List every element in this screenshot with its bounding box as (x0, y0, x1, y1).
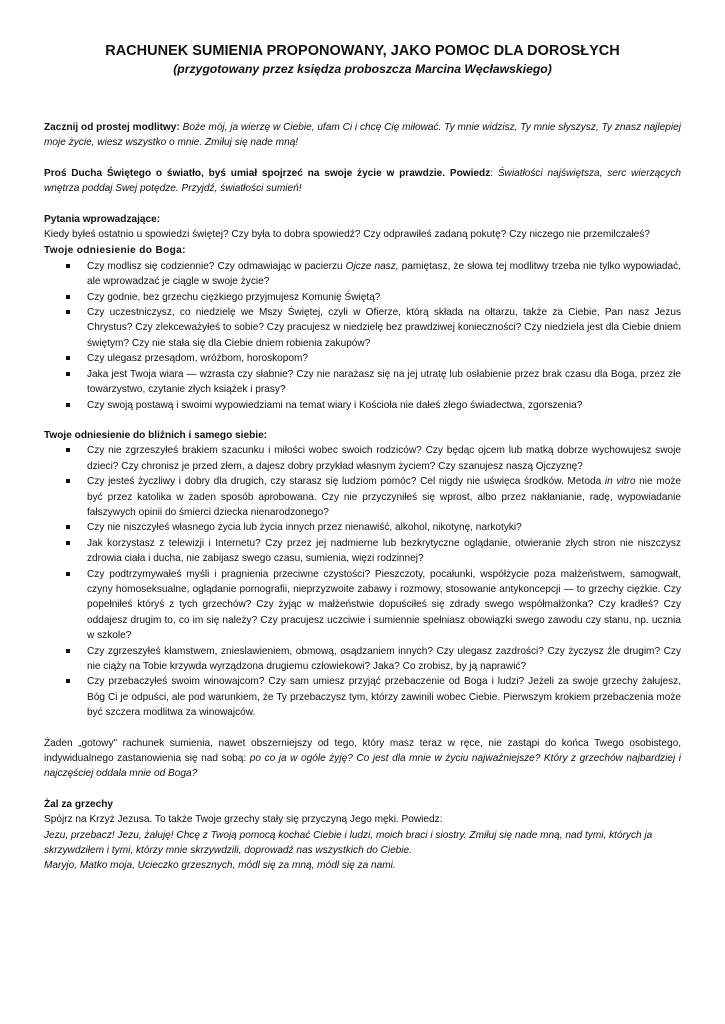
bullet-icon (66, 479, 70, 483)
bullet-icon (66, 403, 70, 407)
list-item: Czy podtrzymywałeś myśli i pragnienia przeciwne czystości? Pieszczoty, pocałunki, współżycie poza małżeństwem, samogwałt, czyny homoseksualne, oglądanie pornografii, nieprzyzwoite zabawy i rozmowy, stosowanie antykoncepcji — to grzechy ciężkie. Czy popełniłeś któryś z tych grzechów? Czy żyjąc w małżeństwie dopuściłeś się zdrady swego współmałżonka? Czy kradłeś? Czy oddajesz drugim to, co im się należy? Czy pracujesz uczciwie i sumiennie spełniasz obowiązki swego zawodu czy stanu, np. ucznia w szkole? (44, 567, 681, 644)
bullet-icon (66, 448, 70, 452)
bullet-icon (66, 525, 70, 529)
document-subtitle: (przygotowany przez księdza proboszcza Marcina Węcławskiego) (173, 62, 552, 76)
document-page (44, 42, 681, 874)
bullet-icon (66, 541, 70, 545)
marian-prayer: Maryjo, Matko moja, Ucieczko grzesznych, módl się za mną, módl się za nami. (44, 860, 396, 872)
list-item: Czy nie zgrzeszyłeś brakiem szacunku i miłości wobec swoich rodziców? Czy będąc ojcem lub matką dobrze wychowujesz swoje dzieci? Czy chronisz je przed złem, a dajesz dobry przykład własnym życiem? Czy szanujesz naszą Ojczyznę? (44, 443, 681, 474)
god-section (44, 243, 681, 412)
bullet-icon (66, 295, 70, 299)
intro-questions-heading: Pytania wprowadzające: (44, 213, 161, 225)
intro-prayer-text: Boże mój, ja wierzę w Ciebie, ufam Ci i chcę Cię miłować. Ty mnie widzisz, Ty mnie słyszysz, Ty znasz najlepiej moje życie, wiesz wszystko o mnie. Zmiłuj się nade mną! (44, 122, 681, 149)
list-item: Czy godnie, bez grzechu ciężkiego przyjmujesz Komunię Świętą? (44, 290, 681, 305)
intro-prayer-lead: Zacznij od prostej modlitwy: (44, 122, 180, 133)
spirit-prayer: Proś Ducha Świętego o światło, byś umiał spojrzeć na swoje życie w prawdzie. Powiedz: Światłości najświętsza, serc wierzących wnętrza poddaj Swej potędze. Przyjdź, światłości sumień! (44, 167, 681, 195)
list-item: Czy zgrzeszyłeś kłamstwem, znieslawieniem, obmową, osądzaniem innych? Czy ulegasz zazdrości? Czy życzysz źle drugim? Czy nie ciąży na Tobie krzywda wyrządzona drugiemu człowiekowi? Jaka? Co zrobisz, by ją naprawić? (44, 644, 681, 675)
contrition-section (44, 797, 681, 874)
list-item: Czy uczestniczysz, co niedzielę we Mszy Świętej, czyli w Ofierze, którą składa na ołtarzu, także za Ciebie, Pan nasz Jezus Chrystus? Czy zlekceważyłeś to sobie? Czy pracujesz w niedzielę bez prawdziwej konieczności? Czy niedziela jest dla Ciebie dniem świętym? Czy nie stała się dla Ciebie dniem robienia zakupów? (44, 305, 681, 351)
neighbor-question-list (44, 443, 681, 720)
bullet-icon (66, 372, 70, 376)
neighbor-section-heading: Twoje odniesienie do bliźnich i samego siebie: (44, 429, 268, 441)
document-title: RACHUNEK SUMIENIA PROPONOWANY, JAKO POMOC DLA DOROSŁYCH (105, 43, 620, 59)
bullet-icon (66, 310, 70, 314)
spirit-prayer-text: Światłości najświętsza, serc wierzących wnętrza poddaj Swej potędze. Przyjdź, światłości sumień! (44, 167, 681, 195)
intro-questions-text: Kiedy byłeś ostatnio u spowiedzi świętej? Czy była to dobra spowiedź? Czy odprawiłeś zadaną pokutę? Czy niczego nie przemilczałeś? (44, 229, 650, 241)
bullet-icon (66, 572, 70, 576)
contrition-prayer: Jezu, przebacz! Jezu, żałuję! Chcę z Twoją pomocą kochać Ciebie i ludzi, moich braci i siostry. Zmiłuj się nade mną, nad tymi, których ja skrzywdziłem i tymi, którzy mnie skrzywdzili, doprowadź nas wszystkich do Ciebie. (44, 829, 653, 857)
bullet-icon (66, 649, 70, 653)
intro-questions (44, 212, 681, 243)
list-item: Czy jesteś życzliwy i dobry dla drugich, czy starasz się ludziom pomóc? Cel nigdy nie uświęca środków. Metoda in vitro nie może być przez katolika w żaden sposób aprobowana. Czy nie przyczyniłeś się wprost, albo przez nakłanianie, radę, wypowiadanie fałszywych opinii do śmierci dziecka nienarodzonego? (44, 474, 681, 520)
bullet-icon (66, 679, 70, 683)
list-item: Jaka jest Twoja wiara — wzrasta czy słabnie? Czy nie narażasz się na jej utratę lub osłabienie przez brak czasu dla Boga, przez złe towarzystwo, czytanie złych książek i prasy? (44, 367, 681, 398)
list-item: Czy modlisz się codziennie? Czy odmawiając w pacierzu Ojcze nasz, pamiętasz, że słowa tej modlitwy trzeba nie tylko wypowiadać, ale wprowadzać je ciągle w swoje życie? (44, 259, 681, 290)
neighbor-section (44, 428, 681, 721)
list-item: Czy ulegasz przesądom, wróżbom, horoskopom? (44, 351, 681, 366)
bullet-icon (66, 264, 70, 268)
list-item: Czy przebaczyłeś swoim winowajcom? Czy sam umiesz przyjąć przebaczenie od Boga i ludzi? Jeżeli za swoje grzechy żałujesz, Bóg Ci je odpuści, ale pod warunkiem, że Ty przebaczysz tym, którzy zawinili wobec Ciebie. Pierwszym krokiem przebaczenia może być szczera modlitwa za winowajców. (44, 674, 681, 720)
closing-paragraph: Żaden „gotowy" rachunek sumienia, nawet obszerniejszy od tego, który masz teraz w ręce, nie zastąpi do końca Twego osobistego, indywidualnego zastanowienia się nad sobą: po co ja w ogóle żyję? Co jest dla mnie w życiu najważniejsze? Który z grzechów najbardziej i najczęściej oddala mnie od Boga? (44, 737, 682, 780)
intro-prayer (44, 120, 681, 151)
god-section-heading: Twoje odniesienie do Boga: (44, 245, 186, 257)
list-item: Czy swoją postawą i swoimi wypowiedziami na temat wiary i Kościoła nie dałeś złego świadectwa, zgorszenia? (44, 398, 681, 413)
contrition-intro: Spójrz na Krzyż Jezusa. To także Twoje grzechy stały się przyczyną Jego męki. Powiedz: (44, 814, 443, 826)
spirit-prayer-lead: Proś Ducha Świętego o światło, byś umiał spojrzeć na swoje życie w prawdzie. Powiedz (44, 167, 491, 179)
list-item: Czy nie niszczyłeś własnego życia lub życia innych przez nienawiść, alkohol, nikotynę, narkotyki? (44, 520, 681, 535)
bullet-icon (66, 356, 70, 360)
contrition-heading: Żal za grzechy (44, 798, 114, 810)
list-item: Jak korzystasz z telewizji i Internetu? Czy przez jej nadmierne lub bezkrytyczne oglądanie, otwieranie złych stron nie niszczysz zdrowia ciała i ducha, nie zabijasz swego czasu, sumienia, więzi rodzinnej? (44, 536, 681, 567)
god-question-list (44, 259, 681, 413)
